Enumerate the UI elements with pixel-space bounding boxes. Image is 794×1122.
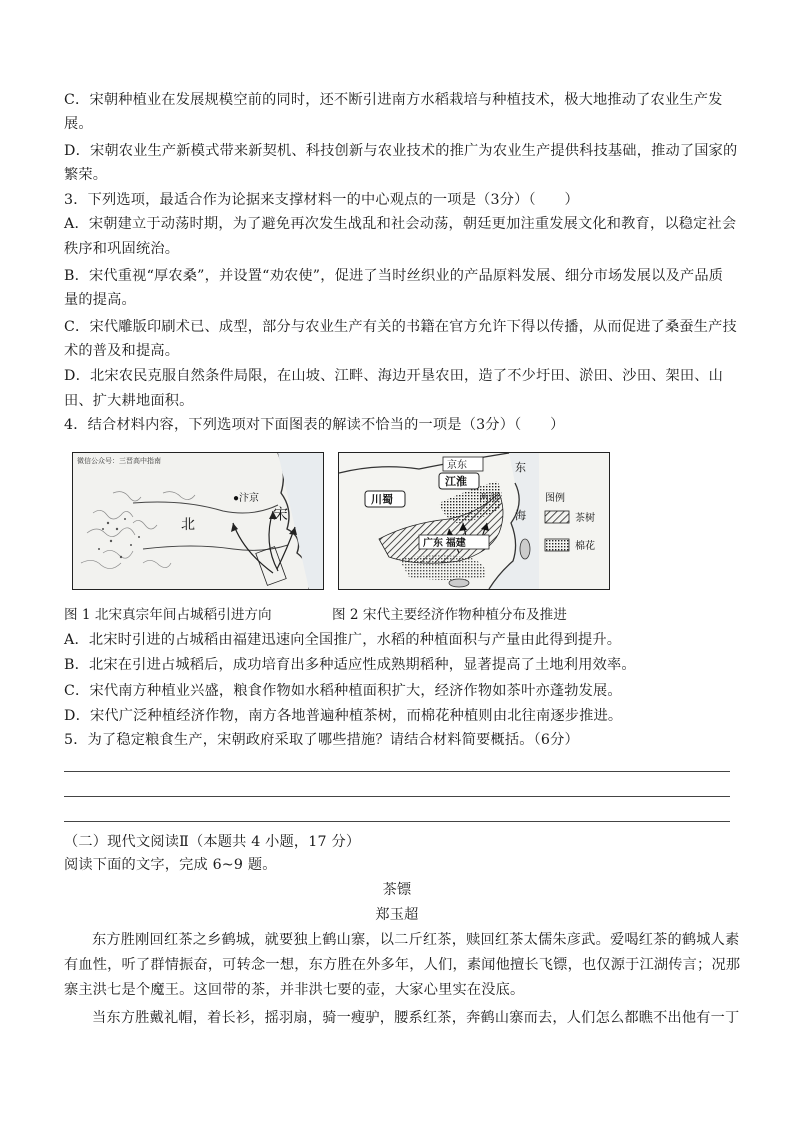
figure1-caption: 图 1 北宋真宗年间占城稻引进方向 (64, 607, 272, 623)
legend-cotton-swatch (545, 539, 569, 551)
q4-option-b: B．北宋在引进占城稻后，成功培育出多种适应性成熟期稻种，显著提高了土地利用效率。 (64, 657, 636, 673)
q2-option-c-line2: 展。 (64, 116, 93, 132)
article-p1-line1: 东方胜刚回红茶之乡鹤城，就要独上鹤山寨，以二斤红茶，赎回红茶太儒朱彦武。爱喝红茶的鹤城人素 (92, 932, 740, 948)
figure2-label-liangzhe: 两浙 (479, 493, 499, 504)
figure2-label-dong: 东 (515, 462, 526, 474)
figure2-label-jingdong: 京东 (447, 460, 467, 471)
figure2-label-hai: 海 (515, 510, 526, 522)
section2-instruction: 阅读下面的文字，完成 6~9 题。 (64, 857, 277, 873)
figure2-map (338, 452, 610, 590)
article-title: 茶镖 (382, 882, 412, 898)
figure1-watermark: 微信公众号：三晋高中指南 (77, 458, 161, 465)
q3-option-b-line2: 量的提高。 (64, 292, 136, 308)
article-p1-line3: 寨主洪七是个魔王。这回带的茶，并非洪七要的壶，大家心里实在没底。 (64, 982, 525, 998)
figure1-map (72, 452, 324, 590)
q3-option-d-line2: 田、扩大耕地面积。 (64, 393, 194, 409)
figure2-label-chuanshu: 川蜀 (371, 494, 393, 506)
legend-title: 图例 (545, 493, 565, 504)
q2-option-c-line1: C．宋朝种植业在发展规模空前的同时，还不断引进南方水稻栽培与种植技术，极大地推动了农业生产发 (64, 92, 723, 108)
q2-option-d-line2: 繁荣。 (64, 167, 108, 183)
legend-tea-label: 茶树 (575, 513, 595, 524)
q4-option-d: D．宋代广泛种植经济作物，南方各地普遍种植茶树，而棉花种植则由北往南逐步推进。 (64, 708, 623, 724)
figure2-label-jianghuai: 江淮 (445, 476, 467, 488)
q4-stem: 4．结合材料内容，下列选项对下面图表的解读不恰当的一项是（3分）（ ） (64, 417, 565, 433)
q4-option-c: C．宋代南方种植业兴盛，粮食作物如水稻种植面积扩大，经济作物如茶叶亦蓬勃发展。 (64, 683, 622, 699)
figure2-label-guangdong-fujian: 广东 福建 (423, 538, 466, 549)
figure1-label-kaifeng: ●汴京 (233, 493, 260, 504)
q3-option-a-line1: A．宋朝建立于动荡时期，为了避免再次发生战乱和社会动荡，朝廷更加注重发展文化和教育，以稳定社会 (64, 216, 737, 232)
q3-option-b-line1: B．宋代重视“厚农桑”，并设置“劝农使”，促进了当时丝织业的产品原料发展、细分市场发展以及产品质 (64, 268, 724, 284)
q5-stem: 5．为了稳定粮食生产，宋朝政府采取了哪些措施？请结合材料简要概括。（6分） (64, 732, 579, 748)
article-p1-line2: 有血性，听了群情振奋，可转念一想，东方胜在外多年，人们，素闻他擅长飞镖，也仅源于江湖传言；况那 (64, 957, 741, 973)
figure1-label-song: 宋 (273, 507, 289, 523)
answer-line-2[interactable] (64, 796, 730, 797)
legend-tea-swatch (545, 511, 569, 523)
q3-option-c-line2: 术的普及和提高。 (64, 343, 180, 359)
q3-stem: 3．下列选项，最适合作为论据来支撑材料一的中心观点的一项是（3分）（ ） (64, 192, 579, 208)
article-author: 郑玉超 (375, 907, 419, 923)
section2-heading: （二）现代文阅读Ⅱ（本题共 4 小题，17 分） (64, 834, 361, 850)
q2-option-d-line1: D．宋朝农业生产新模式带来新契机、科技创新与农业技术的推广为农业生产提供科技基础，推动了国家的 (64, 143, 738, 159)
q4-option-a: A．北宋时引进的占城稻由福建迅速向全国推广，水稻的种植面积与产量由此得到提升。 (64, 632, 622, 648)
answer-line-3[interactable] (64, 821, 730, 822)
legend-cotton-label: 棉花 (575, 541, 595, 552)
figure2-caption: 图 2 宋代主要经济作物种植分布及推进 (332, 607, 567, 623)
figure1-label-bei: 北 (181, 518, 195, 533)
article-p2-line1: 当东方胜戴礼帽，着长衫，摇羽扇，骑一瘦驴，腰系红茶，奔鹤山寨而去，人们怎么都瞧不出他有一丁 (92, 1010, 740, 1026)
q3-option-a-line2: 秩序和巩固统治。 (64, 241, 180, 257)
answer-line-1[interactable] (64, 771, 730, 772)
q3-option-d-line1: D．北宋农民克服自然条件局限，在山坡、江畔、海边开垦农田，造了不少圩田、淤田、沙田、架田、山 (64, 368, 724, 384)
q3-option-c-line1: C．宋代雕版印刷术已、成型，部分与农业生产有关的书籍在官方允许下得以传播，从而促进了桑蚕生产技 (64, 319, 737, 335)
